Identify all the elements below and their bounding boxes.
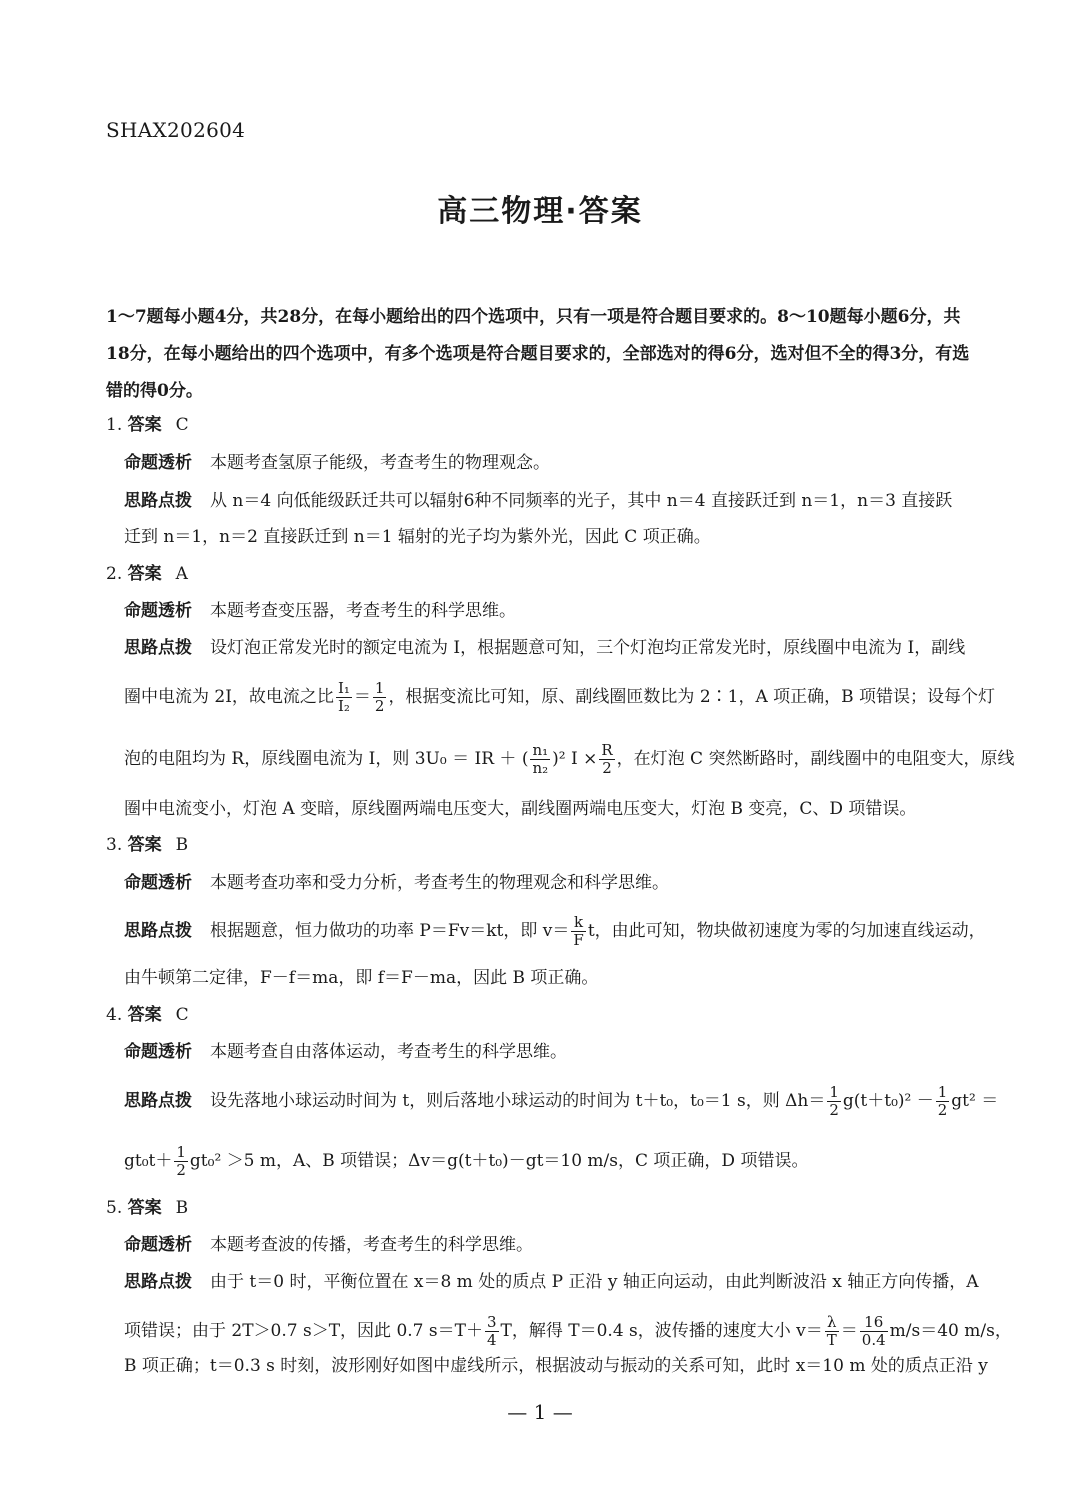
question-3-analysis: 命题透析 本题考查功率和受力分析，考查考生的物理观念和科学思维。 <box>124 873 669 893</box>
question-1-analysis: 命题透析 本题考查氢原子能级，考查考生的物理观念。 <box>124 453 550 473</box>
question-4-analysis: 命题透析 本题考查自由落体运动，考查考生的科学思维。 <box>124 1042 567 1062</box>
question-1-answer: 1. 答案 C <box>106 415 189 435</box>
page-title: 高三物理·答案 <box>437 194 643 229</box>
question-4-answer: 4. 答案 C <box>106 1005 189 1025</box>
question-1-approach: 思路点拨 从 n＝4 向低能级跃迁共可以辐射6种不同频率的光子，其中 n＝4 直接跃迁到 n＝1，n＝3 直接跃 <box>124 491 953 511</box>
fraction-half: $\frac{1}{2}$ <box>176 1143 186 1179</box>
fraction-turns-ratio: $\frac{\text{n₁}}{\text{n₂}}$ <box>532 741 549 777</box>
question-5-approach-line: B 项正确；t＝0.3 s 时刻，波形刚好如图中虚线所示，根据波动与振动的关系可知，此时 x＝10 m 处的质点正沿 y <box>124 1356 988 1376</box>
question-2-analysis: 命题透析 本题考查变压器，考查考生的科学思维。 <box>124 601 516 621</box>
question-2-answer: 2. 答案 A <box>106 564 188 584</box>
question-5-answer: 5. 答案 B <box>106 1198 189 1218</box>
question-4-approach-line: gt₀t＋ $\frac{1}{2}$ gt₀² ＞5 m，A、B 项错误；Δv＝g(t＋t₀)－gt＝10 m/s，C 项正确，D 项错误。 <box>124 1143 809 1179</box>
page-number: — 1 — <box>507 1400 573 1424</box>
fraction-r-half: $\frac{R}{2}$ <box>601 741 613 777</box>
fraction-speed: $\frac{16}{0.4}$ <box>861 1313 886 1349</box>
question-4-approach: 思路点拨 设先落地小球运动时间为 t，则后落地小球运动的时间为 t＋t₀，t₀＝1 s，则 Δh＝ $\frac{1}{2}$ g(t＋t₀)² － $\frac{1}{2}$ gt² ＝ <box>124 1083 999 1119</box>
fraction-current-ratio: $\frac{\text{I₁}}{\text{I₂}}$ <box>337 679 350 715</box>
question-2-approach-line: 圈中电流为 2I，故电流之比 $\frac{\text{I₁}}{\text{I₂}}$ ＝ $\frac{1}{2}$ ，根据变流比可知，原、副线圈匝数比为 2∶1，A 项正确，B 项错误；设每个灯 <box>124 679 996 715</box>
fraction-lambda-over-t: $\frac{\lambda}{T}$ <box>826 1313 837 1349</box>
fraction-half: $\frac{1}{2}$ <box>937 1083 948 1119</box>
scoring-instructions: 1～7题每小题4分，共28分，在每小题给出的四个选项中，只有一项是符合题目要求的。8～10题每小题6分，共18分，在每小题给出的四个选项中，有多个选项是符合题目要求的，全部选对的得6分，选对但不全的得3分，有选错的得0分。 <box>106 307 970 401</box>
question-1-approach-line: 迁到 n＝1，n＝2 直接跃迁到 n＝1 辐射的光子均为紫外光，因此 C 项正确。 <box>124 527 711 547</box>
question-2-approach-line: 泡的电阻均为 R，原线圈电流为 I，则 3U₀ ＝ IR ＋ ( $\frac{\text{n₁}}{\text{n₂}}$ )² I × $\frac{R}{2}$ ，在灯泡 C 突然断路时，副线圈中的电阻变大，原线 <box>124 741 1015 777</box>
question-5-approach: 思路点拨 由于 t＝0 时，平衡位置在 x＝8 m 处的质点 P 正沿 y 轴正向运动，由此判断波沿 x 轴正方向传播，A <box>124 1272 979 1292</box>
fraction-half: $\frac{1}{2}$ <box>829 1083 839 1119</box>
question-2-approach: 思路点拨 设灯泡正常发光时的额定电流为 I，根据题意可知，三个灯泡均正常发光时，原线圈中电流为 I，副线 <box>124 638 966 658</box>
question-3-answer: 3. 答案 B <box>106 835 189 855</box>
question-3-approach-line: 由牛顿第二定律，F－f＝ma，即 f＝F－ma，因此 B 项正确。 <box>124 968 599 988</box>
question-3-approach: 思路点拨 根据题意，恒力做功的功率 P＝Fv＝kt，即 v＝ $\frac{k}{F}$ t，由此可知，物块做初速度为零的匀加速直线运动， <box>124 913 986 949</box>
fraction-k-over-f: $\frac{k}{F}$ <box>573 913 584 949</box>
question-5-approach-line: 项错误；由于 2T＞0.7 s＞T，因此 0.7 s＝T＋ $\frac{3}{4}$ T，解得 T＝0.4 s，波传播的速度大小 v＝ $\frac{\lambda}{T}$ ＝ $\frac{16}{0.4}$ m/s＝40 m/s， <box>124 1313 1012 1349</box>
document-code: SHAX202604 <box>106 118 246 142</box>
question-2-approach-line: 圈中电流变小，灯泡 A 变暗，原线圈两端电压变大，副线圈两端电压变大，灯泡 B 变亮，C、D 项错误。 <box>124 799 917 819</box>
fraction-one-half: $\frac{1}{2}$ <box>374 679 385 715</box>
question-5-analysis: 命题透析 本题考查波的传播，考查考生的科学思维。 <box>124 1235 533 1255</box>
fraction-three-quarters: $\frac{3}{4}$ <box>486 1313 497 1349</box>
